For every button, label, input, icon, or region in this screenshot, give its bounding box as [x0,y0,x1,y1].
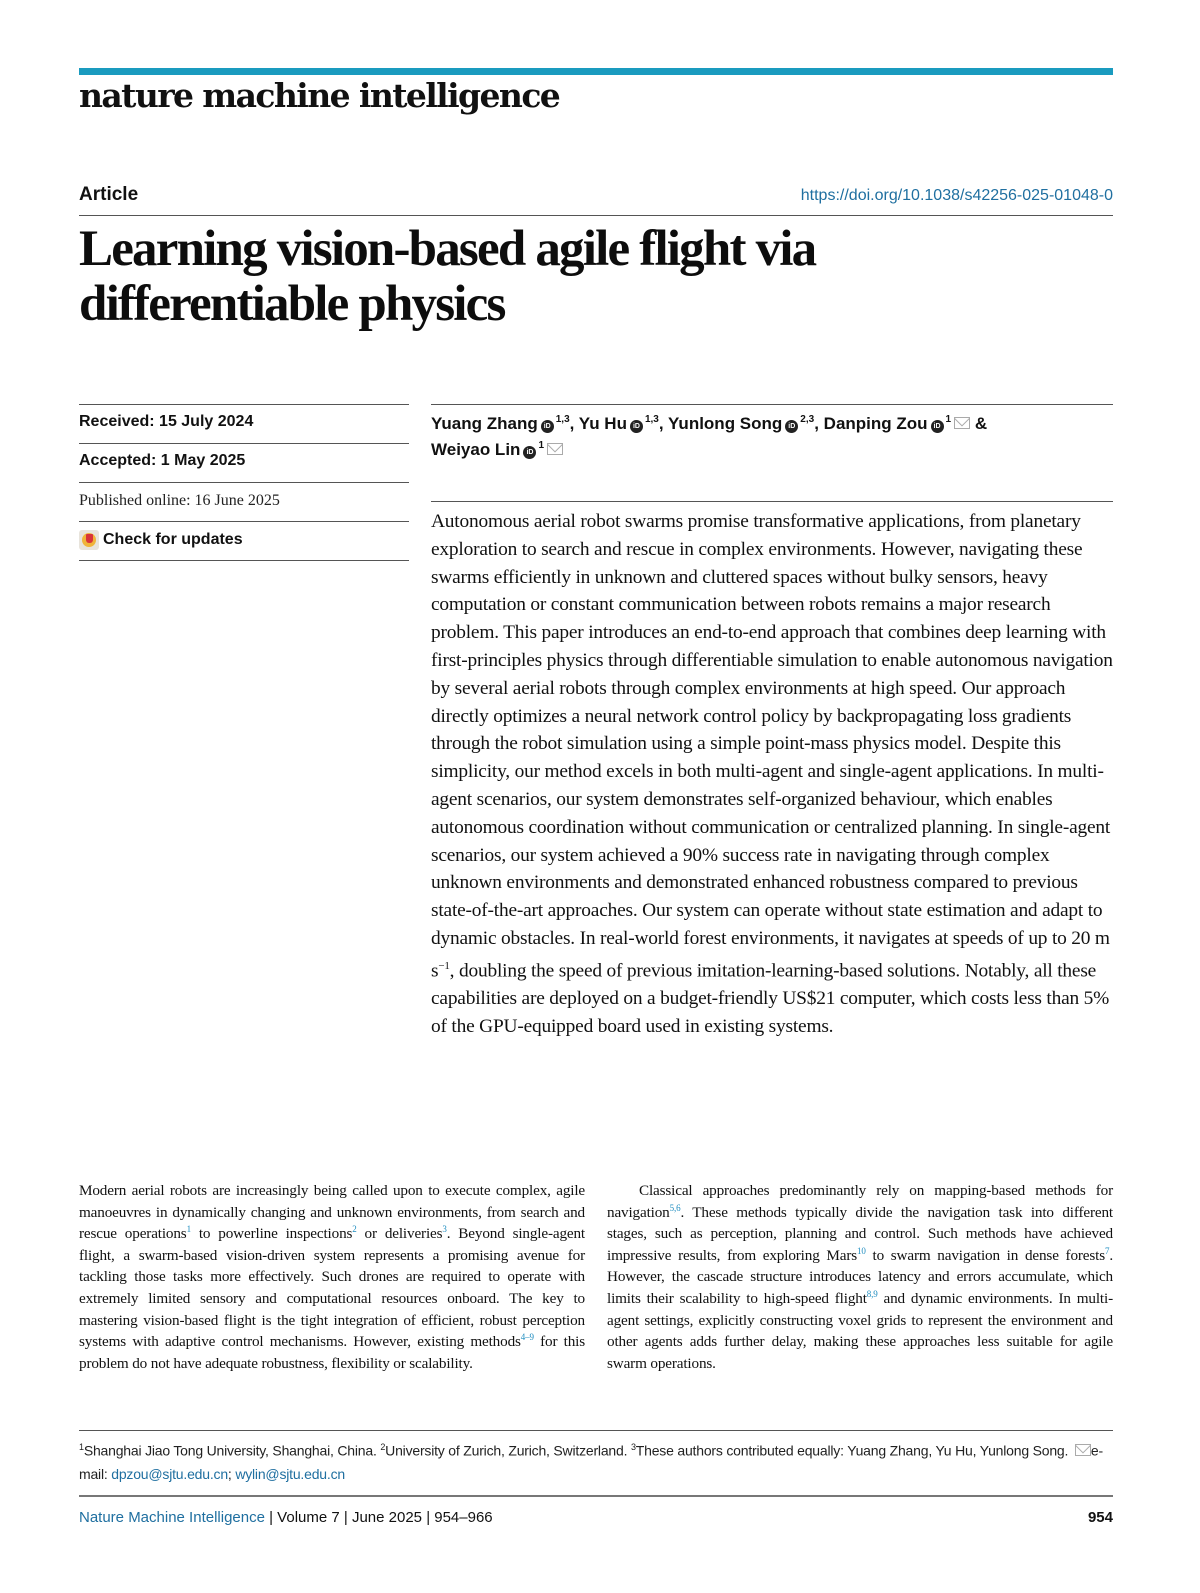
body-text: to swarm navigation in dense forests [865,1246,1105,1264]
body-column-right [607,1180,1113,1374]
separator: ; [227,1465,236,1482]
author-name[interactable]: Yu Hu [578,414,627,433]
meta-divider-top [79,404,409,405]
email-icon[interactable] [547,443,563,455]
check-for-updates-button[interactable] [79,530,409,550]
meta-divider-bottom [79,560,409,561]
body-text: Modern aerial robots are increasingly being called upon to execute complex, agile manoeuvres in dynamically changing and unknown environments, from search and rescue operations [79,1182,585,1243]
reference-link[interactable]: 8,9 [866,1288,878,1299]
published-date: Published online: 16 June 2025 [79,492,280,509]
article-title [79,222,979,332]
meta-divider [79,443,409,444]
author-name[interactable]: Yuang Zhang [431,414,538,433]
meta-divider [79,482,409,483]
reference-link[interactable]: 2 [352,1224,357,1235]
authors-divider-top [431,404,1113,405]
affiliations-divider [79,1430,1113,1431]
affiliation-text: Shanghai Jiao Tong University, Shanghai, China. [83,1442,381,1459]
email-icon [1075,1444,1091,1456]
author-list [431,411,1121,463]
orcid-icon[interactable]: iD [523,446,536,459]
body-column-left [79,1180,585,1374]
crossmark-icon [79,530,99,550]
reference-link[interactable]: 10 [857,1245,866,1256]
body-text: . These methods typically divide the navigation task into different stages, such as perception, planning and control. Such methods have achieved impressive results, from exploring Mars [607,1203,1113,1264]
body-text: for this problem do not have adequate robustness, flexibility or scalability. [79,1333,585,1372]
abstract-divider [431,501,1113,502]
journal-logo: nature machine intelligence [79,76,560,115]
affiliation-text: These authors contributed equally: Yuang Zhang, Yu Hu, Yunlong Song. [635,1442,1072,1459]
email-link-dpzou[interactable]: dpzou@sjtu.edu.cn [111,1465,228,1482]
email-link-wylin[interactable]: wylin@sjtu.edu.cn [235,1465,345,1482]
email-icon[interactable] [954,417,970,429]
title-line-2: differentiable physics [79,276,505,332]
affiliations [79,1436,1119,1486]
meta-divider [79,521,409,522]
reference-link[interactable]: 3 [442,1224,447,1235]
orcid-icon[interactable]: iD [931,420,944,433]
body-text: . However, the cascade structure introduces latency and errors accumulate, which limits their scalability to high-speed flight [607,1246,1114,1307]
affiliation-text: University of Zurich, Zurich, Switzerland. [385,1442,631,1459]
unit-exponent: −1 [438,959,450,972]
author-name[interactable]: Danping Zou [823,414,928,433]
header-accent-bar [79,68,1113,75]
abstract-text: Autonomous aerial robot swarms promise transformative applications, from planetary exploration to search and rescue in complex environments. However, navigating these swarms efficiently in unknown and cluttered spaces without bulky sensors, heavy computation or constant communication between robots remains a major research problem. This paper introduces an end-to-end approach that combines deep learning with first-principles physics through differentiable simulation to enable autonomous navigation by several aerial robots through complex environments at high speed. Our approach directly optimizes a neural network control policy by backpropagating loss gradients through the robot simulation using a simple point-mass physics model. Despite this simplicity, our method excels in both multi-agent and single-agent applications. In multi-agent scenarios, our system demonstrates self-organized behaviour, which enables autonomous coordination without communication or centralized planning. In single-agent scenarios, our system achieved a 90% success rate in navigating through complex unknown environments and demonstrated enhanced robustness compared to previous state-of-the-art approaches. Our system can operate without state estimation and adapt to dynamic obstacles. In real-world forest environments, it navigates at speeds of up to 20 m s [431,511,1113,982]
author-name[interactable]: Weiyao Lin [431,440,521,459]
reference-link[interactable]: 5,6 [669,1202,681,1213]
body-paragraph [79,1180,585,1374]
title-divider [79,215,1113,216]
affiliation-number: 1 [79,1442,84,1452]
reference-link[interactable]: 7 [1105,1245,1110,1256]
ampersand: & [974,414,988,433]
separator: , [569,414,575,433]
footer-citation [79,1509,493,1526]
affiliation-superscript: 1,3 [555,414,570,426]
orcid-icon[interactable]: iD [630,420,643,433]
reference-link[interactable]: 4–9 [520,1332,534,1343]
separator: , [658,414,664,433]
body-text: or deliveries [356,1225,443,1243]
affiliation-number: 3 [630,1442,636,1452]
page-number: 954 [1087,1509,1113,1526]
affiliation-superscript: 1,3 [644,414,659,426]
body-text: and dynamic environments. In multi-agent settings, explicitly constructing voxel grids to represent the environment and other agents adds further delay, making these approaches less suitable for agile swarm operations. [607,1289,1113,1372]
separator: , [814,414,819,433]
title-line-1: Learning vision-based agile flight via [79,221,816,277]
body-text: to powerline inspections [190,1225,353,1243]
abstract-text: , doubling the speed of previous imitation-learning-based solutions. Notably, all these capabilities are deployed on a budget-friendly US$21 computer, which costs less than 5% of the GPU-equipped board used in existing systems. [431,960,1110,1037]
body-text: . Beyond single-agent flight, a swarm-based vision-driven system represents a promising avenue for tackling those tasks more effectively. Such drones are required to operate with extremely limited sensory and computational resources onboard. The key to mastering vision-based flight is the tight integration of efficient, robust perception systems with adaptive control mechanisms. However, existing methods [79,1225,585,1351]
received-date: Received: 15 July 2024 [79,413,254,430]
doi-link[interactable]: https://doi.org/10.1038/s42256-025-01048-0 [800,187,1113,204]
affiliation-superscript: 1 [945,414,952,426]
accepted-date: Accepted: 1 May 2025 [79,452,246,469]
footer-divider [79,1495,1113,1497]
body-paragraph [607,1180,1113,1374]
reference-link[interactable]: 1 [186,1224,191,1235]
volume-info: | Volume 7 | June 2025 | 954–966 [264,1509,493,1526]
affiliation-number: 2 [380,1442,386,1452]
affiliation-superscript: 2,3 [800,414,815,426]
journal-link[interactable]: Nature Machine Intelligence [79,1509,265,1526]
affiliation-superscript: 1 [538,440,544,452]
article-type-label: Article [79,184,139,205]
orcid-icon[interactable]: iD [785,420,798,433]
abstract [431,508,1121,1041]
orcid-icon[interactable]: iD [541,420,554,433]
email-label: e-mail: [79,1442,1103,1482]
check-for-updates-label: Check for updates [103,531,243,548]
body-text: Classical approaches predominantly rely on mapping-based methods for navigation [607,1182,1113,1221]
author-name[interactable]: Yunlong Song [668,414,783,433]
